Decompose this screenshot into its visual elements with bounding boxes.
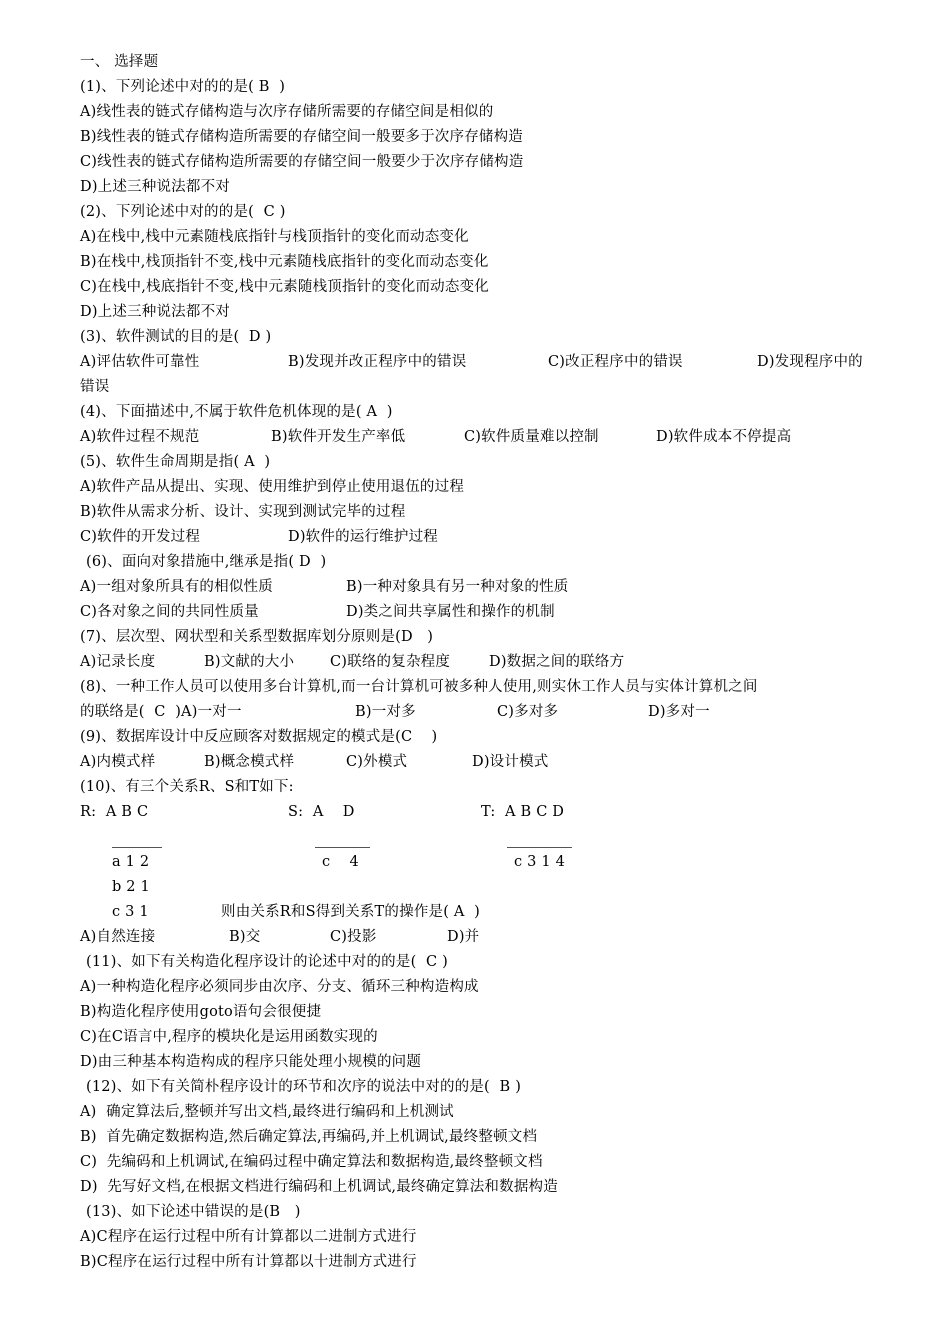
text-line: B)线性表的链式存储构造所需要的存储空间一般要多于次序存储构造 xyxy=(80,129,524,145)
text-line: (10)、有三个关系R、S和T如下: xyxy=(80,779,294,795)
text-line: a 1 2 xyxy=(112,854,150,870)
text-line: D)类之间共享属性和操作的机制 xyxy=(346,604,555,620)
text-line: (4)、下面描述中,不属于软件危机体现的是( A ) xyxy=(80,404,393,420)
text-line: B)构造化程序使用goto语句会很便捷 xyxy=(80,1004,322,1020)
text-line: (9)、数据库设计中反应顾客对数据规定的模式是(C ) xyxy=(80,729,438,745)
text-line: A)软件过程不规范 xyxy=(80,429,200,445)
text-line: B)一种对象具有另一种对象的性质 xyxy=(346,579,569,595)
text-line: A)记录长度 xyxy=(80,654,156,670)
text-line: B)软件从需求分析、设计、实现到测试完毕的过程 xyxy=(80,504,406,520)
text-line: C)线性表的链式存储构造所需要的存储空间一般要少于次序存储构造 xyxy=(80,154,524,170)
text-line: 的联络是( C )A)一对一 xyxy=(80,704,242,720)
text-line: B)C程序在运行过程中所有计算都以十进制方式进行 xyxy=(80,1254,417,1270)
text-line: A)线性表的链式存储构造与次序存储所需要的存储空间是相似的 xyxy=(80,104,494,120)
text-line: (5)、软件生命周期是指( A ) xyxy=(80,454,271,470)
text-line: B)概念模式样 xyxy=(204,754,295,770)
text-line: C)改正程序中的错误 xyxy=(548,354,683,370)
text-line: A)自然连接 xyxy=(80,929,156,945)
text-line: (7)、层次型、网状型和关系型数据库划分原则是(D ) xyxy=(80,629,434,645)
text-line: B) 首先确定数据构造,然后确定算法,再编码,并上机调试,最终整顿文档 xyxy=(80,1129,538,1145)
text-line: D)上述三种说法都不对 xyxy=(80,304,230,320)
text-line: 错误 xyxy=(80,379,110,395)
table-r-rule xyxy=(112,847,162,848)
text-line: B)交 xyxy=(229,929,261,945)
text-line: (3)、软件测试的目的是( D ) xyxy=(80,329,272,345)
text-line: B)在栈中,栈顶指针不变,栈中元素随栈底指针的变化而动态变化 xyxy=(80,254,489,270)
text-line: b 2 1 xyxy=(112,879,150,895)
text-line: C)各对象之间的共同性质量 xyxy=(80,604,259,620)
text-line: A)在栈中,栈中元素随栈底指针与栈顶指针的变化而动态变化 xyxy=(80,229,469,245)
text-line: A)一组对象所具有的相似性质 xyxy=(80,579,273,595)
text-line: (2)、下列论述中对的的是( C ) xyxy=(80,204,286,220)
text-line: R: A B C xyxy=(80,804,149,820)
text-line: C)外模式 xyxy=(346,754,408,770)
text-line: C)在C语言中,程序的模块化是运用函数实现的 xyxy=(80,1029,378,1045)
text-line: C)投影 xyxy=(330,929,377,945)
text-line: D)设计模式 xyxy=(472,754,549,770)
text-line: (13)、如下论述中错误的是(B ) xyxy=(86,1204,301,1220)
text-line: B)文献的大小 xyxy=(204,654,295,670)
text-line: D)软件成本不停提高 xyxy=(656,429,792,445)
text-line: c 4 xyxy=(322,854,359,870)
text-line: A)C程序在运行过程中所有计算都以二进制方式进行 xyxy=(80,1229,417,1245)
text-line: A)内模式样 xyxy=(80,754,156,770)
text-line: C)软件的开发过程 xyxy=(80,529,201,545)
text-line: c 3 1 xyxy=(112,904,149,920)
text-line: D)发现程序中的 xyxy=(757,354,863,370)
text-line: C)在栈中,栈底指针不变,栈中元素随栈顶指针的变化而动态变化 xyxy=(80,279,489,295)
text-line: A)软件产品从提出、实现、使用维护到停止使用退伍的过程 xyxy=(80,479,465,495)
text-line: C)联络的复杂程度 xyxy=(330,654,451,670)
text-line: C)多对多 xyxy=(497,704,559,720)
text-line: (8)、一种工作人员可以使用多台计算机,而一台计算机可被多种人使用,则实休工作人员与实体计算机之间 xyxy=(80,679,758,695)
text-line: S: A D xyxy=(288,804,355,820)
text-line: c 3 1 4 xyxy=(514,854,566,870)
text-line: D)上述三种说法都不对 xyxy=(80,179,230,195)
text-line: B)发现并改正程序中的错误 xyxy=(288,354,467,370)
text-line: 一、 选择题 xyxy=(80,54,159,70)
text-line: D)多对一 xyxy=(648,704,710,720)
text-line: D) 先写好文档,在根据文档进行编码和上机调试,最终确定算法和数据构造 xyxy=(80,1179,558,1195)
text-line: B)一对多 xyxy=(355,704,416,720)
text-line: (11)、如下有关构造化程序设计的论述中对的的是( C ) xyxy=(86,954,448,970)
text-line: (1)、下列论述中对的的是( B ) xyxy=(80,79,286,95)
text-line: T: A B C D xyxy=(481,804,565,820)
table-t-rule xyxy=(507,847,572,848)
text-line: (6)、面向对象措施中,继承是指( D ) xyxy=(86,554,327,570)
text-line: D)由三种基本构造构成的程序只能处理小规模的问题 xyxy=(80,1054,422,1070)
text-line: B)软件开发生产率低 xyxy=(271,429,406,445)
text-line: D)并 xyxy=(447,929,480,945)
text-line: A) 确定算法后,整顿并写出文档,最终进行编码和上机测试 xyxy=(80,1104,454,1120)
text-line: 则由关系R和S得到关系T的操作是( A ) xyxy=(221,904,481,920)
text-line: D)数据之间的联络方 xyxy=(489,654,625,670)
text-line: D)软件的运行维护过程 xyxy=(288,529,438,545)
text-line: A)评估软件可靠性 xyxy=(80,354,200,370)
table-s-rule xyxy=(315,847,370,848)
text-line: C)软件质量难以控制 xyxy=(464,429,599,445)
text-line: C) 先编码和上机调试,在编码过程中确定算法和数据构造,最终整顿文档 xyxy=(80,1154,543,1170)
text-line: (12)、如下有关简朴程序设计的环节和次序的说法中对的的是( B ) xyxy=(86,1079,522,1095)
text-line: A)一种构造化程序必须同步由次序、分支、循环三种构造构成 xyxy=(80,979,479,995)
